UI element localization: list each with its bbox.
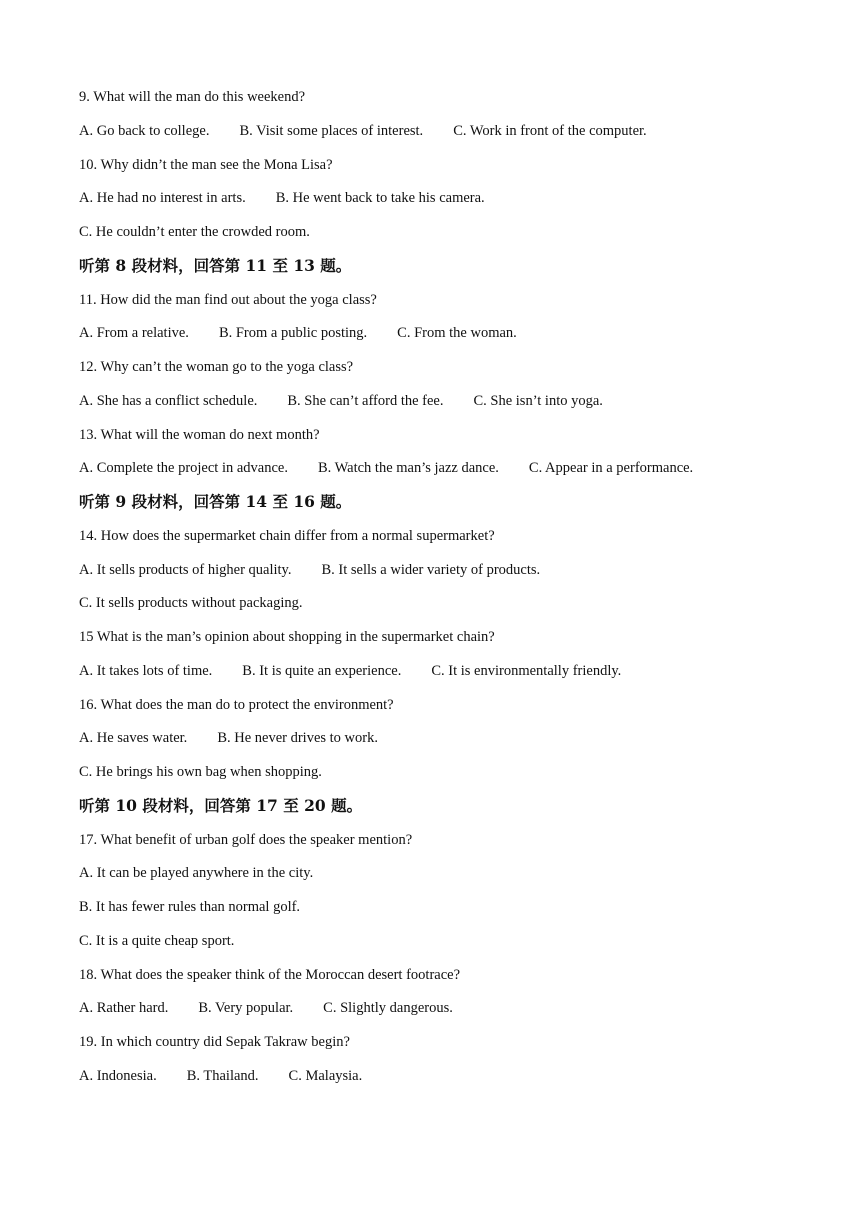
answer-options [79,729,378,747]
answer-option: A. Indonesia. [79,1067,157,1084]
section-heading: 听第 9 段材料，回答第 14 至 16 题。 [79,492,352,511]
answer-option: A. Go back to college. [79,122,210,139]
answer-options [79,932,234,950]
answer-option: B. Watch the man’s jazz dance. [317,460,499,477]
answer-option: A. He had no interest in arts. [79,190,246,207]
answer-option: B. Thailand. [186,1067,259,1084]
question-text: 13. What will the woman do next month? [79,426,320,443]
answer-option: B. It has fewer rules than normal golf. [79,899,301,915]
answer-option: C. It sells products without packaging. [79,595,303,612]
answer-options [79,459,693,477]
answer-options [79,1067,362,1085]
answer-option: A. She has a conflict schedule. [79,392,258,409]
answer-options [79,122,647,140]
answer-option: C. She isn’t into yoga. [473,392,603,409]
question-text: 17. What benefit of urban golf does the speaker mention? [79,831,413,848]
answer-option: C. Slightly dangerous. [323,1000,453,1017]
answer-option: B. It is quite an experience. [242,662,402,679]
answer-option: A. Rather hard. [79,1000,169,1017]
question-text: 10. Why didn’t the man see the Mona Lisa? [79,156,333,173]
answer-option: C. Malaysia. [288,1067,363,1084]
question-text: 15 What is the man’s opinion about shopping in the supermarket chain? [79,629,495,645]
answer-option: B. From a public posting. [218,325,368,342]
answer-options [79,223,310,241]
answer-option: B. He went back to take his camera. [275,190,485,207]
answer-option: C. Appear in a performance. [528,460,694,477]
answer-options [79,763,322,781]
answer-options [79,898,300,916]
answer-options [79,999,453,1017]
answer-option: B. He never drives to work. [217,730,378,747]
answer-options [79,864,313,882]
question-text: 16. What does the man do to protect the environment? [79,696,394,713]
answer-option: A. He saves water. [79,730,188,747]
question-text: 9. What will the man do this weekend? [79,89,306,105]
answer-option: C. It is a quite cheap sport. [79,932,235,949]
question-text: 14. How does the supermarket chain differ from a normal supermarket? [79,527,495,544]
question-text: 11. How did the man find out about the yoga class? [79,291,377,308]
answer-option: C. It is environmentally friendly. [431,662,622,679]
question-text: 19. In which country did Sepak Takraw begin? [79,1034,350,1050]
answer-options [79,392,603,410]
answer-option: A. Complete the project in advance. [79,460,288,477]
section-heading: 听第 8 段材料，回答第 11 至 13 题。 [79,255,352,275]
answer-option: B. It sells a wider variety of products. [321,561,541,578]
answer-option: A. It sells products of higher quality. [79,561,292,578]
answer-option: B. Very popular. [198,1000,294,1017]
answer-options [79,594,303,612]
answer-options [79,662,621,680]
answer-option: A. It takes lots of time. [79,662,213,679]
answer-option: A. It can be played anywhere in the city. [79,865,314,882]
answer-options [79,561,540,579]
answer-option: B. She can’t afford the fee. [287,392,444,409]
answer-options [79,324,517,342]
answer-option: C. Work in front of the computer. [453,122,647,139]
answer-option: C. He couldn’t enter the crowded room. [79,224,310,240]
section-heading: 听第 10 段材料，回答第 17 至 20 题。 [79,795,363,815]
question-text: 12. Why can’t the woman go to the yoga class? [79,359,354,375]
answer-option: C. He brings his own bag when shopping. [79,764,322,780]
answer-options [79,189,485,207]
answer-option: B. Visit some places of interest. [239,122,424,139]
answer-option: C. From the woman. [397,325,517,342]
question-text: 18. What does the speaker think of the Moroccan desert footrace? [79,966,461,983]
answer-option: A. From a relative. [79,325,189,342]
